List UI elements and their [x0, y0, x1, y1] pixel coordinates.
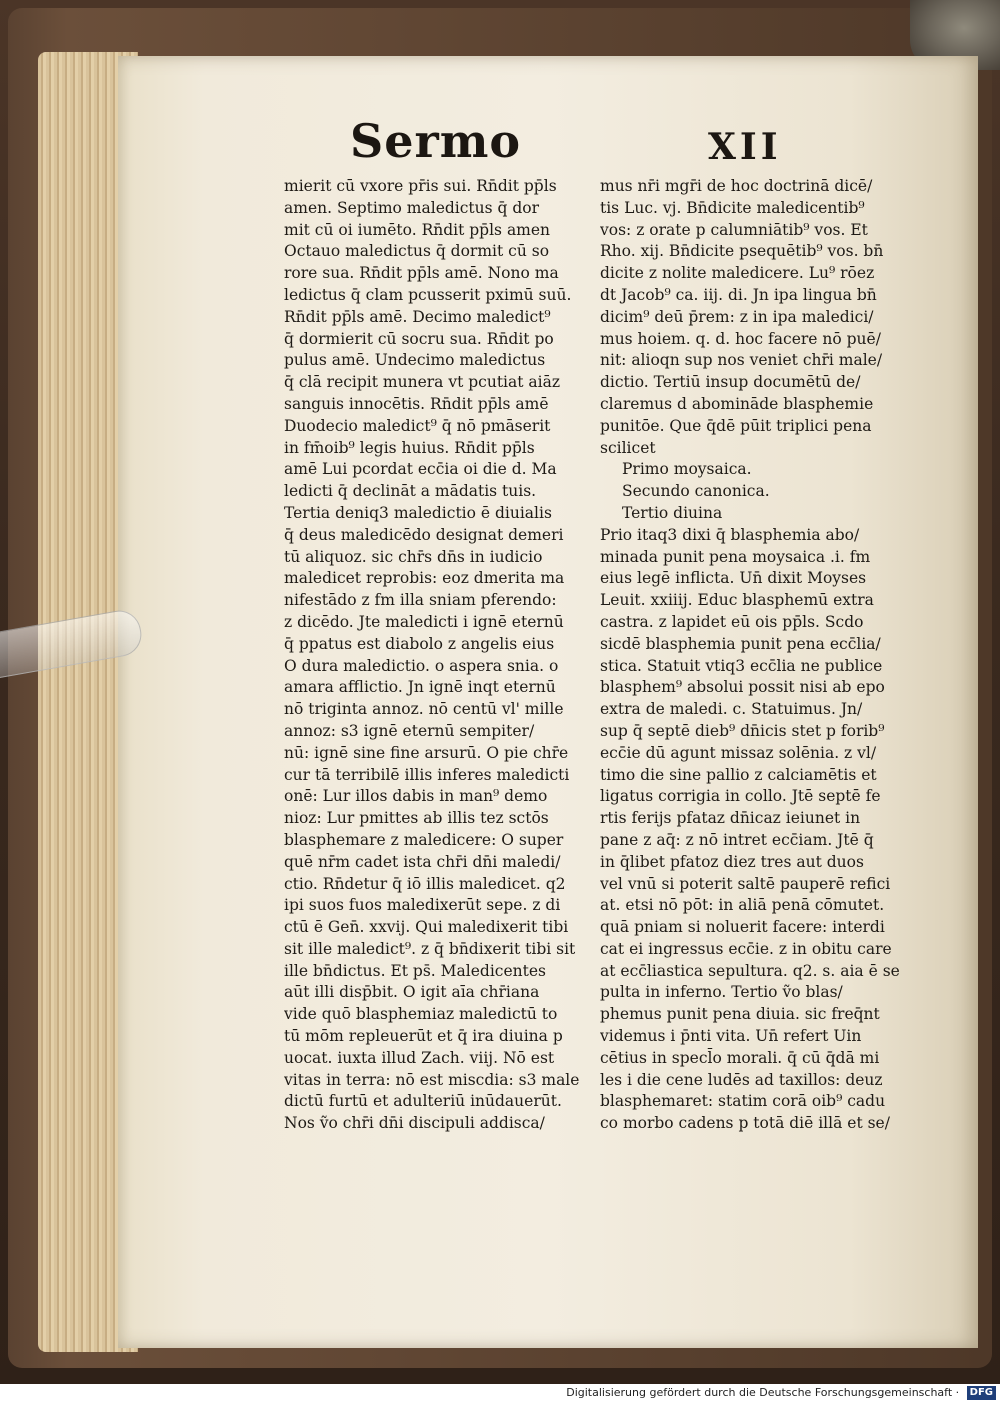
- text-line: dictū furtū et adulteriū inūdauerūt.: [284, 1092, 562, 1111]
- text-line: z dicēdo. Jte maledicti i ignē eternū: [284, 612, 564, 631]
- text-line: tū mōm repleuerūt et q̄ ira diuina p: [284, 1027, 563, 1046]
- text-line: q̄ clā recipit munera vt pcutiat aiāz: [284, 373, 561, 392]
- text-line: extra de maledi. c. Statuimus. Jn/: [600, 700, 863, 719]
- text-line: Tertia deniq3 maledictio ē diuialis: [284, 503, 552, 522]
- footer-credit: Digitalisierung gefördert durch die Deutsche Forschungsgemeinschaft ·: [566, 1386, 960, 1399]
- text-line: Nos ṽo chr̄i dn̄i discipuli addisca/: [284, 1114, 545, 1133]
- text-line: uocat. iuxta illud Zach. viij. Nō est: [284, 1048, 555, 1067]
- text-line: nioz: Lur pmittes ab illis tez sctōs: [284, 809, 549, 828]
- text-line: dictio. Tertiū insup documētū de/: [600, 373, 861, 392]
- text-line: les i die cene ludēs ad taxillos: deuz: [600, 1070, 883, 1089]
- text-line: vos: z orate p calumniātib⁹ vos. Et: [600, 220, 868, 239]
- text-line: dt Jacob⁹ ca. iij. di. Jn ipa lingua bn̄: [600, 285, 877, 304]
- text-column-right: [600, 176, 900, 1135]
- text-line: blasphem⁹ absolui possit nisi ab epo: [600, 678, 885, 697]
- text-line: annoz: s3 ignē eternū sempiter/: [284, 721, 535, 740]
- text-line: vel vnū si poterit saltē pauperē refici: [600, 874, 891, 893]
- text-line: tis Luc. vj. Bn̄dicite maledicentib⁹: [600, 198, 865, 217]
- text-line: eius legē inflicta. Un̄ dixit Moyses: [600, 569, 867, 588]
- text-line: Secundo canonica.: [622, 482, 770, 501]
- text-line: nō triginta annoz. nō centū vl' mille: [284, 700, 564, 719]
- text-line: ledictus q̄ clam pcusserit pximū suū.: [284, 285, 572, 304]
- text-line: dicim⁹ deū p̄rem: z in ipa maledici/: [600, 307, 874, 326]
- text-line: Duodecio maledict⁹ q̄ nō pmāserit: [284, 416, 551, 435]
- text-line: in fm̄oib⁹ legis huius. Rn̄dit pp̄ls: [284, 438, 535, 457]
- text-line: mus hoiem. q. d. hoc facere nō puē/: [600, 329, 881, 348]
- text-line: ligatus corrigia in collo. Jtē septē fe: [600, 787, 881, 806]
- text-line: q̄ deus maledicēdo designat demeri: [284, 525, 564, 544]
- text-line: sicdē blasphemia punit pena ecc̄lia/: [600, 634, 881, 653]
- text-line: amē Lui pcordat ecc̄ia oi die d. Ma: [284, 460, 557, 479]
- text-line: amen. Septimo maledictus q̄ dor: [284, 198, 540, 217]
- page-header-number: XII: [708, 126, 782, 168]
- text-line: Primo moysaica.: [622, 460, 752, 479]
- text-line: O dura maledictio. o aspera snia. o: [284, 656, 559, 675]
- text-line: ledicti q̄ declināt a mādatis tuis.: [284, 482, 537, 501]
- text-line: cur tā terribilē illis inferes maledicti: [284, 765, 570, 784]
- text-line: sit ille maledict⁹. z q̄ bn̄dixerit tibi sit: [284, 939, 576, 958]
- text-line: ecc̄ie dū agunt missaz solēnia. z vl/: [600, 743, 877, 762]
- text-line: ille bn̄dictus. Et ps̄. Maledicentes: [284, 961, 546, 980]
- text-line: pulus amē. Undecimo maledictus: [284, 351, 546, 370]
- text-line: Tertio diuina: [622, 503, 723, 522]
- text-line: sup q̄ septē dieb⁹ dn̄icis stet p forib⁹: [600, 721, 885, 740]
- text-line: pulta in inferno. Tertio ṽo blas/: [600, 983, 843, 1002]
- text-line: rore sua. Rn̄dit pp̄ls amē. Nono ma: [284, 264, 559, 283]
- text-line: onē: Lur illos dabis in man⁹ demo: [284, 787, 548, 806]
- text-line: cat ei ingressus ecc̄ie. z in obitu care: [600, 939, 892, 958]
- text-line: sanguis innocētis. Rn̄dit pp̄ls amē: [284, 394, 549, 413]
- page-header-title: Sermo: [350, 114, 522, 168]
- text-line: Rn̄dit pp̄ls amē. Decimo maledict⁹: [284, 307, 551, 326]
- text-line: timo die sine pallio z calciamētis et: [600, 765, 877, 784]
- text-line: co morbo cadens p totā diē illā et se/: [600, 1114, 890, 1133]
- text-line: tū aliquoz. sic chr̄s dn̄s in iudicio: [284, 547, 543, 566]
- text-line: punitōe. Que q̄dē pūit triplici pena: [600, 416, 872, 435]
- text-line: nū: ignē sine fine arsurū. O pie chr̄e: [284, 743, 569, 762]
- text-line: ctio. Rn̄detur q̄ iō illis maledicet. q2: [284, 874, 566, 893]
- text-line: pane z aq̄: z nō intret ecc̄iam. Jtē q̄: [600, 830, 874, 849]
- text-line: scilicet: [600, 438, 656, 457]
- text-line: Rho. xij. Bn̄dicite psequētib⁹ vos. bn̄: [600, 242, 884, 261]
- text-line: Leuit. xxiiij. Educ blasphemū extra: [600, 591, 874, 610]
- text-line: vide quō blasphemiaz maledictū to: [284, 1005, 558, 1024]
- text-line: phemus punit pena diuia. sic freq̄nt: [600, 1005, 880, 1024]
- text-line: videmus i p̄nti vita. Un̄ refert Uin: [600, 1027, 862, 1046]
- text-line: blasphemaret: statim corā oib⁹ cadu: [600, 1092, 886, 1111]
- text-line: at ecc̄liastica sepultura. q2. s. aia ē se: [600, 961, 900, 980]
- text-line: ipi suos fuos maledixerūt sepe. z di: [284, 896, 561, 915]
- text-line: claremus d abomināde blasphemie: [600, 394, 874, 413]
- text-line: mierit cū vxore pr̄is sui. Rn̄dit pp̄ls: [284, 177, 557, 195]
- dfg-logo-icon: DFG: [967, 1386, 996, 1400]
- text-line: castra. z lapidet eū ois pp̄ls. Scdo: [600, 612, 864, 631]
- text-line: q̄ dormierit cū socru sua. Rn̄dit po: [284, 329, 554, 348]
- text-line: vitas in terra: nō est miscdia: s3 male: [284, 1070, 580, 1089]
- text-line: at. etsi nō pōt: in aliā penā cōmutet.: [600, 896, 885, 915]
- text-line: Prio itaq3 dixi q̄ blasphemia abo/: [600, 525, 860, 544]
- text-line: blasphemare z maledicere: O super: [284, 830, 564, 849]
- footer-bar: [0, 1384, 1000, 1402]
- text-line: ctū ē Gen̄. xxvij. Qui maledixerit tibi: [284, 918, 569, 937]
- text-line: nit: alioqn sup nos veniet chr̄i male/: [600, 351, 883, 370]
- text-line: stica. Statuit vtiq3 ecc̄lia ne publice: [600, 656, 883, 675]
- text-line: mus nr̄i mgr̄i de hoc doctrinā dicē/: [600, 177, 873, 195]
- text-line: Octauo maledictus q̄ dormit cū so: [284, 242, 550, 261]
- text-line: aūt illi disp̄bit. O igit aīa chr̄iana: [284, 983, 540, 1002]
- text-line: q̄ ppatus est diabolo z angelis eius: [284, 634, 555, 653]
- text-line: cētius in specl̄o morali. q̄ cū q̄dā mi: [600, 1048, 880, 1067]
- text-line: quē nr̄m cadet ista chr̄i dn̄i maledi/: [284, 852, 561, 871]
- text-line: rtis ferijs pfataz dn̄icaz ieiunet in: [600, 809, 861, 828]
- text-line: quā pniam si noluerit facere: interdi: [600, 918, 885, 937]
- text-line: mit cū oi iumēto. Rn̄dit pp̄ls amen: [284, 220, 551, 239]
- text-column-left: [284, 176, 588, 1135]
- text-line: maledicet reprobis: eoz dmerita ma: [284, 569, 565, 588]
- text-line: minada punit pena moysaica .i. fm: [600, 547, 871, 566]
- text-line: amara afflictio. Jn ignē inqt eternū: [284, 678, 556, 697]
- book-page: [118, 56, 978, 1348]
- text-line: nifestādo z fm illa sniam pferendo:: [284, 591, 557, 610]
- text-line: in q̄libet pfatoz diez tres aut duos: [600, 852, 864, 871]
- text-line: dicite z nolite maledicere. Lu⁹ rōez: [600, 264, 875, 283]
